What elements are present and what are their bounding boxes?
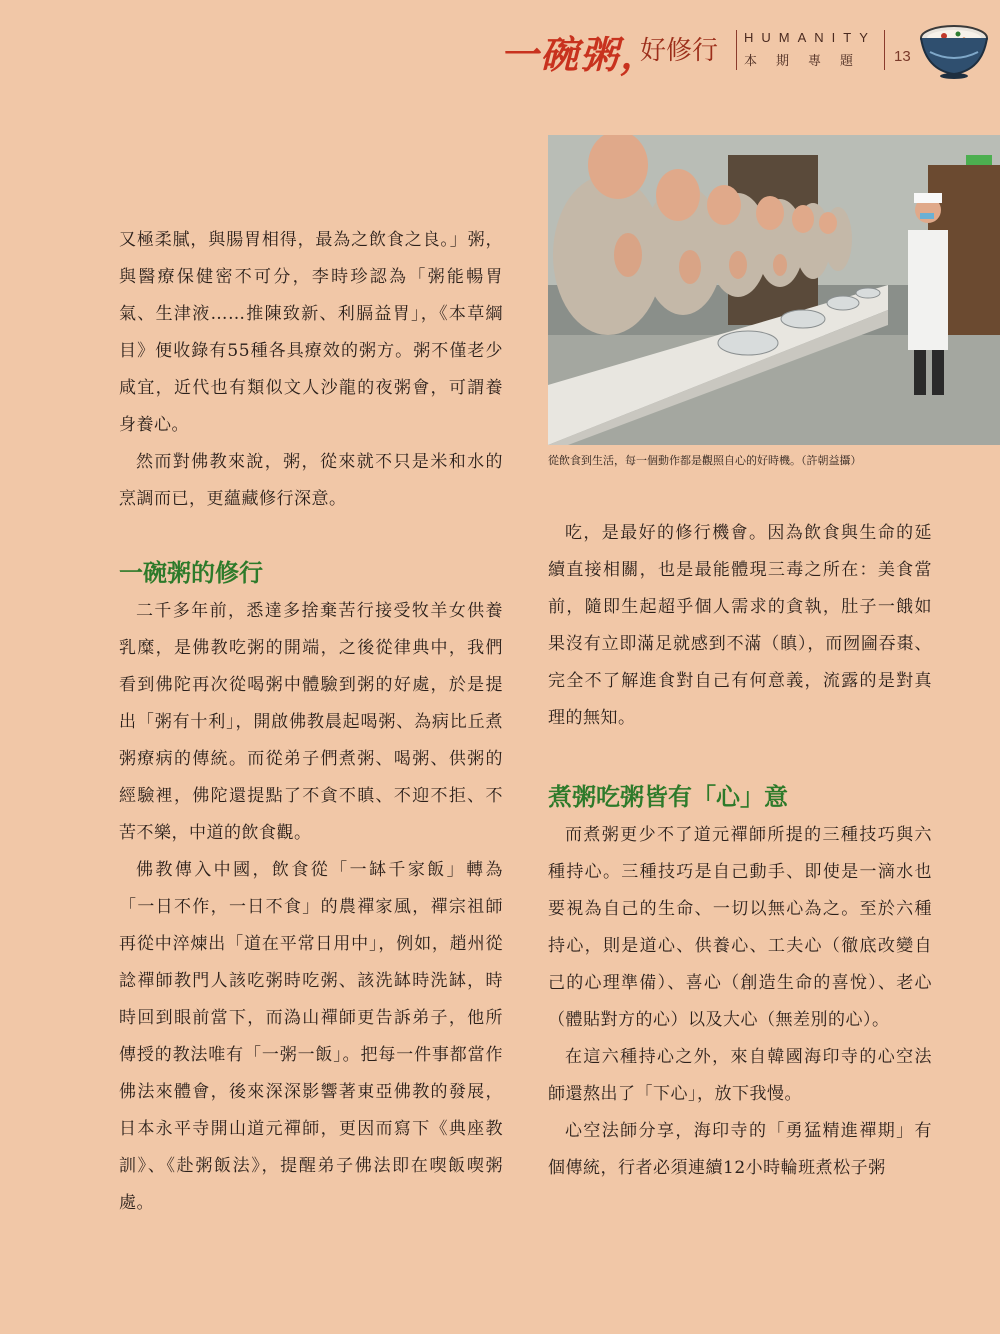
magazine-name: HUMANITY xyxy=(744,30,876,45)
header-divider xyxy=(884,30,885,70)
page-number: 13 xyxy=(894,48,911,65)
header-title: 一碗粥， xyxy=(500,32,661,77)
body-paragraph: 又極柔膩，與腸胃相得，最為之飲食之良。」粥，與醫療保健密不可分，李時珍認為「粥能暢胃氣、生津液……推陳致新、利膈益胃」，《本草綱目》便收錄有55種各具療效的粥方。粥不僅老少咸宜，近代也有類似文人沙龍的夜粥會，可謂養身養心。 xyxy=(119,230,503,435)
congee-bowl-icon xyxy=(918,18,990,80)
body-paragraph: 二千多年前，悉達多捨棄苦行接受牧羊女供養乳糜，是佛教吃粥的開端，之後從律典中，我們看到佛陀再次從喝粥中體驗到粥的好處，於是提出「粥有十利」，開啟佛教晨起喝粥、為病比丘煮粥療病的傳統。而從弟子們煮粥、喝粥、供粥的經驗裡，佛陀還提點了不貪不瞋、不迎不拒、不苦不樂，中道的飲食觀。 xyxy=(119,601,503,843)
section-heading: 煮粥吃粥皆有「心」意 xyxy=(548,782,788,811)
header-subtitle: 好修行 xyxy=(640,36,719,66)
header-divider xyxy=(736,30,737,70)
section-heading: 一碗粥的修行 xyxy=(119,558,263,587)
photo-caption: 從飲食到生活，每一個動作都是觀照自心的好時機。（許朝益攝） xyxy=(548,454,862,467)
body-paragraph: 而煮粥更少不了道元禪師所提的三種技巧與六種持心。三種技巧是自己動手、即使是一滴水也要視為自己的生命、一切以無心為之。至於六種持心，則是道心、供養心、工夫心（徹底改變自己的心理準備）、喜心（創造生命的喜悅）、老心（體貼對方的心）以及大心（無差別的心）。 xyxy=(548,825,932,1030)
body-paragraph: 心空法師分享，海印寺的「勇猛精進禪期」有個傳統，行者必須連續12小時輪班煮松子粥 xyxy=(548,1121,932,1178)
body-paragraph: 吃，是最好的修行機會。因為飲食與生命的延續直接相關，也是最能體現三毒之所在：美食當前，隨即生起超乎個人需求的貪執，肚子一餓如果沒有立即滿足就感到不滿（瞋），而囫圇吞棗、完全不了解進食對自己有何意義，流露的是對真理的無知。 xyxy=(548,523,932,728)
column-name: 本期專題 xyxy=(744,54,873,69)
body-paragraph: 然而對佛教來說，粥，從來就不只是米和水的烹調而已，更蘊藏修行深意。 xyxy=(119,452,503,509)
body-paragraph: 佛教傳入中國，飲食從「一缽千家飯」轉為「一日不作，一日不食」的農禪家風，禪宗祖師再從中淬煉出「道在平常日用中」，例如，趙州從諗禪師教門人該吃粥時吃粥、該洗缽時洗缽，時時回到眼前當下，而溈山禪師更告訴弟子，他所傳授的教法唯有「一粥一飯」。把每一件事都當作佛法來體會，後來深深影響著東亞佛教的發展，日本永平寺開山道元禪師，更因而寫下《典座教訓》、《赴粥飯法》，提醒弟子佛法即在喫飯喫粥處。 xyxy=(119,860,503,1213)
page-header xyxy=(0,0,1000,90)
right-column xyxy=(548,515,932,1187)
body-paragraph: 在這六種持心之外，來自韓國海印寺的心空法師還熬出了「下心」，放下我慢。 xyxy=(548,1047,932,1104)
monks-eating-photo xyxy=(548,135,1000,445)
left-column xyxy=(119,222,503,1222)
